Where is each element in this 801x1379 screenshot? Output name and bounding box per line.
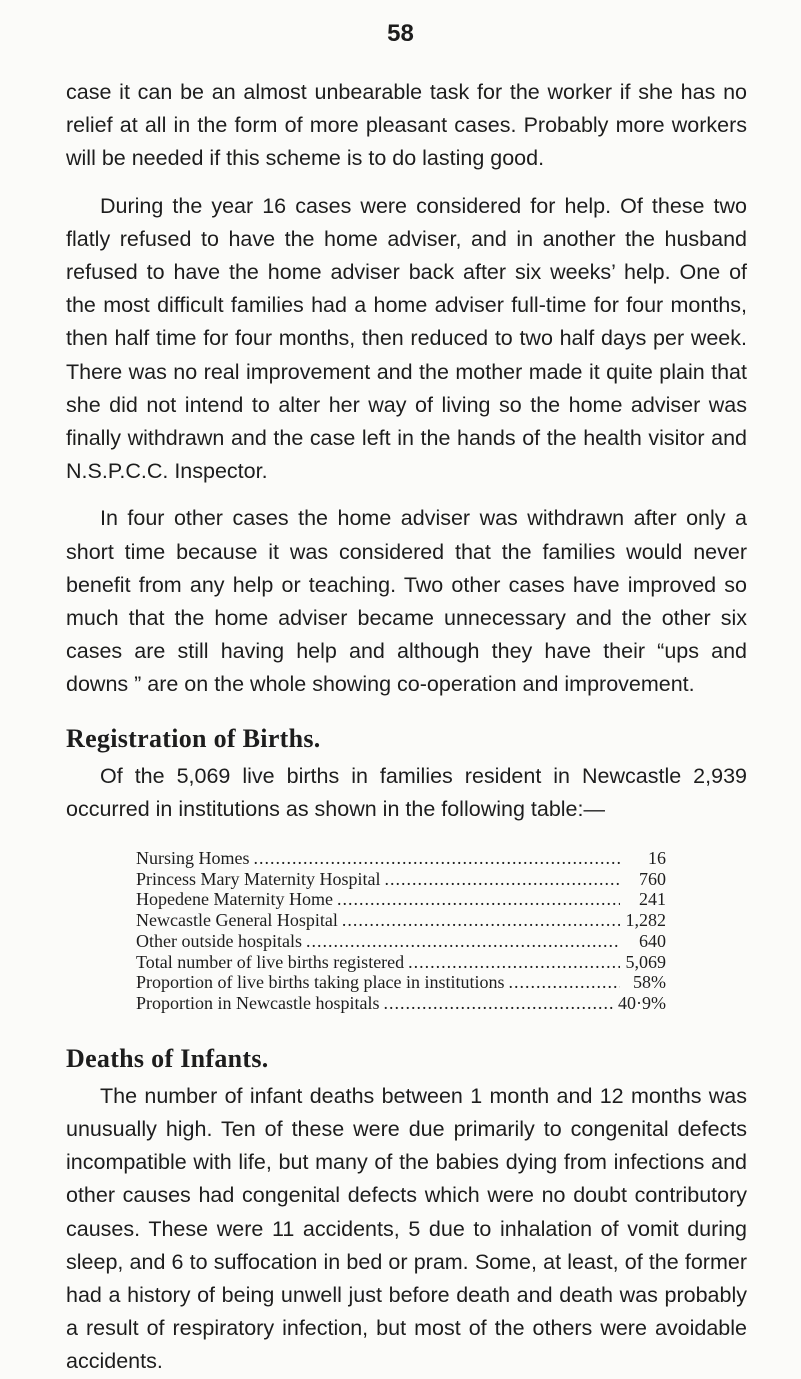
births-table (136, 848, 666, 1014)
row-value: 760 (639, 868, 666, 889)
paragraph-1: case it can be an almost unbearable task for the worker if she has no relief at all in the form of more pleasant cases. Probably more workers will be needed if this scheme is to do lasting good. (66, 80, 747, 171)
row-value: 58% (633, 972, 666, 993)
row-value: 40·9% (618, 992, 666, 1013)
row-label: Other outside hospitals (136, 930, 302, 951)
row-value: 5,069 (625, 951, 666, 972)
row-label: Total number of live births registered (136, 951, 405, 972)
table-row (136, 910, 666, 931)
row-value: 241 (639, 889, 666, 910)
row-label: Hopedene Maternity Home (136, 889, 333, 910)
row-label: Newcastle General Hospital (136, 910, 338, 931)
row-value: 1,282 (625, 910, 666, 931)
table-row (136, 993, 666, 1014)
heading-deaths-of-infants: Deaths of Infants. (66, 1043, 269, 1073)
row-value: 640 (639, 930, 666, 951)
row-label: Nursing Homes (136, 848, 250, 869)
table-row (136, 848, 666, 869)
table-row (136, 931, 666, 952)
table-row (136, 972, 666, 993)
heading-registration-of-births: Registration of Births. (66, 723, 321, 753)
row-label: Proportion of live births taking place in institutions (136, 972, 505, 993)
paragraph-2: During the year 16 cases were considered for help. Of these two flatly refused to have the home adviser, and in another the husband refused to have the home adviser back after six weeks’ help. One of the most difficult families had a home adviser full-time for four months, then half time for four months, then reduced to two half days per week. There was no real improvement and the mother made it quite plain that she did not intend to alter her way of living so the home adviser was finally withdrawn and the case left in the hands of the health visitor and N.S.P.C.C. Inspector. (66, 193, 747, 484)
births-intro: Of the 5,069 live births in families resident in Newcastle 2,939 occurred in institutions as shown in the following table:— (66, 763, 747, 821)
paragraph-3: In four other cases the home adviser was withdrawn after only a short time because it was considered that the families would never benefit from any help or teaching. Two other cases have improved so much that the home adviser became unnecessary and the other six cases are still having help and although they have their “ups and downs ” are on the whole showing co-operation and improvement. (66, 506, 747, 697)
page-number: 58 (387, 20, 414, 47)
row-label: Princess Mary Maternity Hospital (136, 868, 381, 889)
row-value: 16 (648, 848, 666, 869)
deaths-paragraph: The number of infant deaths between 1 month and 12 months was unusually high. Ten of these were due primarily to congenital defects incompatible with life, but many of the babies dying from infections and other causes had congenital defects which were no doubt contributory causes. These were 11 accidents, 5 due to inhalation of vomit during sleep, and 6 to suffocation in bed or pram. Some, at least, of the former had a history of being unwell just before death and death was probably a result of respiratory infection, but most of the others were avoidable accidents. (66, 1083, 747, 1374)
page-content (66, 76, 747, 1379)
table-row (136, 952, 666, 973)
row-label: Proportion in Newcastle hospitals (136, 992, 380, 1013)
table-row (136, 889, 666, 910)
table-row (136, 869, 666, 890)
